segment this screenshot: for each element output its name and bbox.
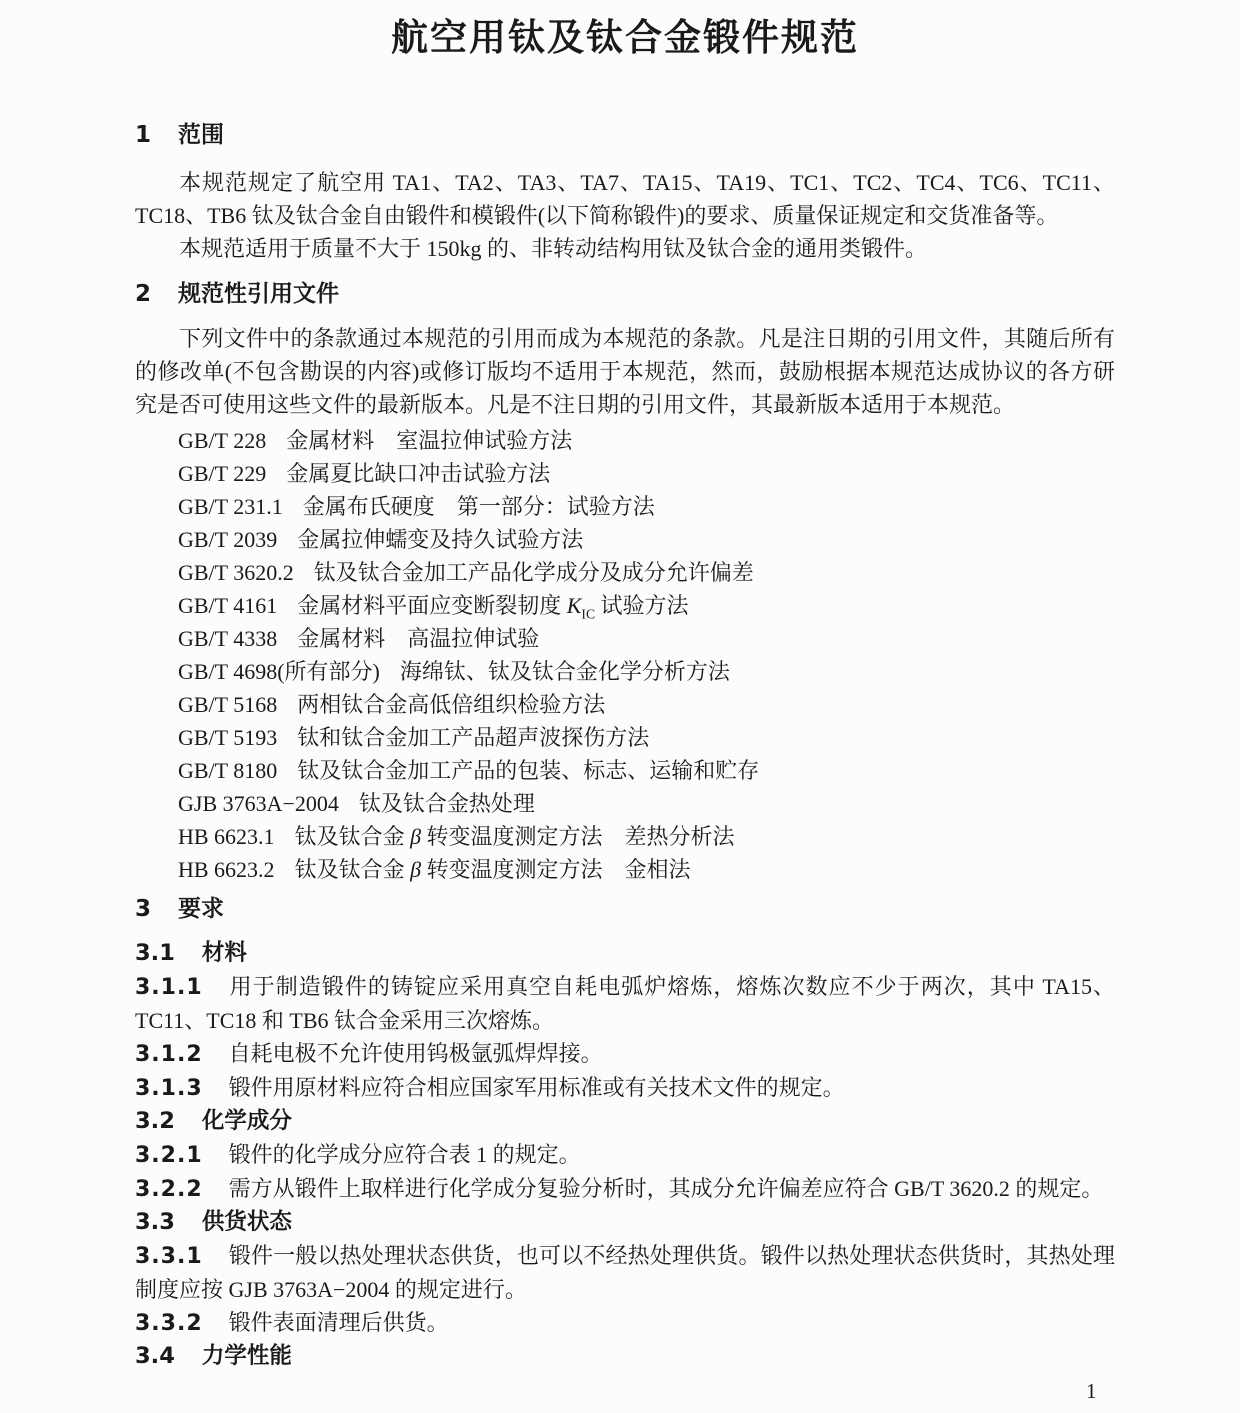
scope-paragraph-2: 本规范适用于质量不大于 150kg 的、非转动结构用钛及钛合金的通用类锻件。 xyxy=(179,236,928,261)
section-2-heading xyxy=(135,279,1115,309)
reference-item-gbt5193 xyxy=(178,721,1115,754)
reference-title: 钛及钛合金加工产品的包装、标志、运输和贮存 xyxy=(297,758,760,783)
section-3-1-number: 3.1 xyxy=(135,940,175,966)
reference-title-pre: 钛及钛合金 xyxy=(294,824,411,849)
reference-title-pre: 金属材料平面应变断裂韧度 xyxy=(297,593,567,618)
reference-code: GB/T 4338 xyxy=(178,626,278,651)
section-3-4-label: 力学性能 xyxy=(201,1343,292,1369)
reference-title: 金属材料 室温拉伸试验方法 xyxy=(286,428,573,453)
clause-text: 锻件表面清理后供货。 xyxy=(228,1310,449,1335)
section-2-label: 规范性引用文件 xyxy=(178,281,340,307)
section-1-number: 1 xyxy=(135,122,152,148)
reference-code: GB/T 5168 xyxy=(178,692,278,717)
reference-item-hb6623-1 xyxy=(178,820,1115,853)
reference-code: GB/T 8180 xyxy=(178,758,278,783)
reference-title: 钛和钛合金加工产品超声波探伤方法 xyxy=(297,725,650,750)
reference-title: 两相钛合金高低倍组织检验方法 xyxy=(297,692,606,717)
beta-symbol: β xyxy=(410,857,422,882)
reference-item-gbt8180 xyxy=(178,754,1115,787)
clause-3-2-1 xyxy=(135,1138,1115,1172)
reference-title-post: 转变温度测定方法 金相法 xyxy=(421,857,691,882)
reference-code: GB/T 3620.2 xyxy=(178,560,294,585)
clause-text: 需方从锻件上取样进行化学成分复验分析时，其成分允许偏差应符合 GB/T 3620.2 的规定。 xyxy=(228,1176,1104,1201)
section-3-4-number: 3.4 xyxy=(135,1343,175,1369)
kic-symbol: K xyxy=(566,593,582,618)
reference-title: 金属布氏硬度 第一部分：试验方法 xyxy=(302,494,655,519)
clause-number: 3.3.1 xyxy=(135,1244,203,1269)
reference-item-gjb3763a xyxy=(178,787,1115,820)
clause-3-1-1 xyxy=(135,970,1115,1037)
clause-3-1-2 xyxy=(135,1037,1115,1071)
scope-paragraph-1: 本规范规定了航空用 TA1、TA2、TA3、TA7、TA15、TA19、TC1、TC2、TC4、TC6、TC11、TC18、TB6 钛及钛合金自由锻件和模锻件(以下简称锻件)的要求、质量保证规定和交货准备等。 xyxy=(135,170,1115,228)
reference-code: GB/T 5193 xyxy=(178,725,278,750)
references-intro-paragraph: 下列文件中的条款通过本规范的引用而成为本规范的条款。凡是注日期的引用文件，其随后所有的修改单(不包含勘误的内容)或修订版均不适用于本规范，然而，鼓励根据本规范达成协议的各方研究是否可使用这些文件的最新版本。凡是不注日期的引用文件，其最新版本适用于本规范。 xyxy=(135,326,1115,417)
clause-3-1-3 xyxy=(135,1071,1115,1105)
clause-3-2-2 xyxy=(135,1172,1115,1206)
clause-number: 3.3.2 xyxy=(135,1311,203,1336)
clause-text: 锻件用原材料应符合相应国家军用标准或有关技术文件的规定。 xyxy=(228,1075,845,1100)
section-3-label: 要求 xyxy=(178,896,225,922)
clause-number: 3.2.2 xyxy=(135,1177,203,1202)
section-3-2-number: 3.2 xyxy=(135,1108,175,1134)
reference-code: GJB 3763A−2004 xyxy=(178,791,339,816)
section-3-2-heading xyxy=(135,1105,1115,1138)
clause-text: 锻件一般以热处理状态供货，也可以不经热处理供货。锻件以热处理状态供货时，其热处理制度应按 GJB 3763A−2004 的规定进行。 xyxy=(135,1243,1115,1302)
beta-symbol: β xyxy=(410,824,422,849)
clause-number: 3.1.1 xyxy=(135,975,203,1000)
reference-item-hb6623-2 xyxy=(178,853,1115,886)
reference-title-post: 试验方法 xyxy=(595,593,689,618)
reference-title: 钛及钛合金加工产品化学成分及成分允许偏差 xyxy=(313,560,754,585)
reference-item-gbt3620-2 xyxy=(178,556,1115,589)
reference-code: GB/T 231.1 xyxy=(178,494,283,519)
section-1-label: 范围 xyxy=(178,122,225,148)
section-3-1-label: 材料 xyxy=(201,940,247,966)
reference-item-gbt2039 xyxy=(178,523,1115,556)
clause-number: 3.2.1 xyxy=(135,1143,203,1168)
clause-3-3-1 xyxy=(135,1239,1115,1306)
reference-title: 金属材料 高温拉伸试验 xyxy=(297,626,540,651)
reference-title: 金属夏比缺口冲击试验方法 xyxy=(286,461,551,486)
section-3-3-number: 3.3 xyxy=(135,1209,175,1235)
reference-title-post: 转变温度测定方法 差热分析法 xyxy=(421,824,735,849)
kic-subscript: IC xyxy=(581,606,596,622)
reference-code: GB/T 229 xyxy=(178,461,267,486)
section-3-heading xyxy=(135,894,1115,924)
clause-text: 用于制造锻件的铸锭应采用真空自耗电弧炉熔炼，熔炼次数应不少于两次，其中 TA15、TC11、TC18 和 TB6 钛合金采用三次熔炼。 xyxy=(135,974,1115,1033)
reference-code: HB 6623.2 xyxy=(178,857,275,882)
section-3-3-label: 供货状态 xyxy=(201,1209,292,1235)
clause-number: 3.1.3 xyxy=(135,1076,203,1101)
reference-code: GB/T 4698(所有部分) xyxy=(178,659,380,684)
reference-code: GB/T 2039 xyxy=(178,527,278,552)
document-title: 航空用钛及钛合金锻件规范 xyxy=(391,16,859,59)
section-3-1-heading xyxy=(135,937,1115,970)
section-3-4-heading xyxy=(135,1340,1115,1373)
clause-3-3-2 xyxy=(135,1306,1115,1340)
reference-item-gbt228 xyxy=(178,424,1115,457)
reference-list xyxy=(135,424,1115,886)
section-1-heading xyxy=(135,120,1115,150)
section-2-number: 2 xyxy=(135,281,152,307)
page-number: 1 xyxy=(1086,1379,1097,1403)
reference-code: HB 6623.1 xyxy=(178,824,275,849)
clause-text: 自耗电极不允许使用钨极氩弧焊焊接。 xyxy=(228,1041,603,1066)
clause-text: 锻件的化学成分应符合表 1 的规定。 xyxy=(228,1142,581,1167)
reference-title-pre: 钛及钛合金 xyxy=(294,857,411,882)
section-3-number: 3 xyxy=(135,896,152,922)
reference-item-gbt4161 xyxy=(178,589,1115,622)
clause-number: 3.1.2 xyxy=(135,1042,203,1067)
reference-item-gbt4338 xyxy=(178,622,1115,655)
section-3-3-heading xyxy=(135,1206,1115,1239)
reference-title: 钛及钛合金热处理 xyxy=(358,791,535,816)
section-3-2-label: 化学成分 xyxy=(201,1108,292,1134)
reference-title: 金属拉伸蠕变及持久试验方法 xyxy=(297,527,584,552)
reference-item-gbt229 xyxy=(178,457,1115,490)
reference-item-gbt4698 xyxy=(178,655,1115,688)
reference-code: GB/T 228 xyxy=(178,428,267,453)
reference-title: 海绵钛、钛及钛合金化学分析方法 xyxy=(399,659,730,684)
reference-code: GB/T 4161 xyxy=(178,593,278,618)
reference-item-gbt5168 xyxy=(178,688,1115,721)
reference-item-gbt231-1 xyxy=(178,490,1115,523)
